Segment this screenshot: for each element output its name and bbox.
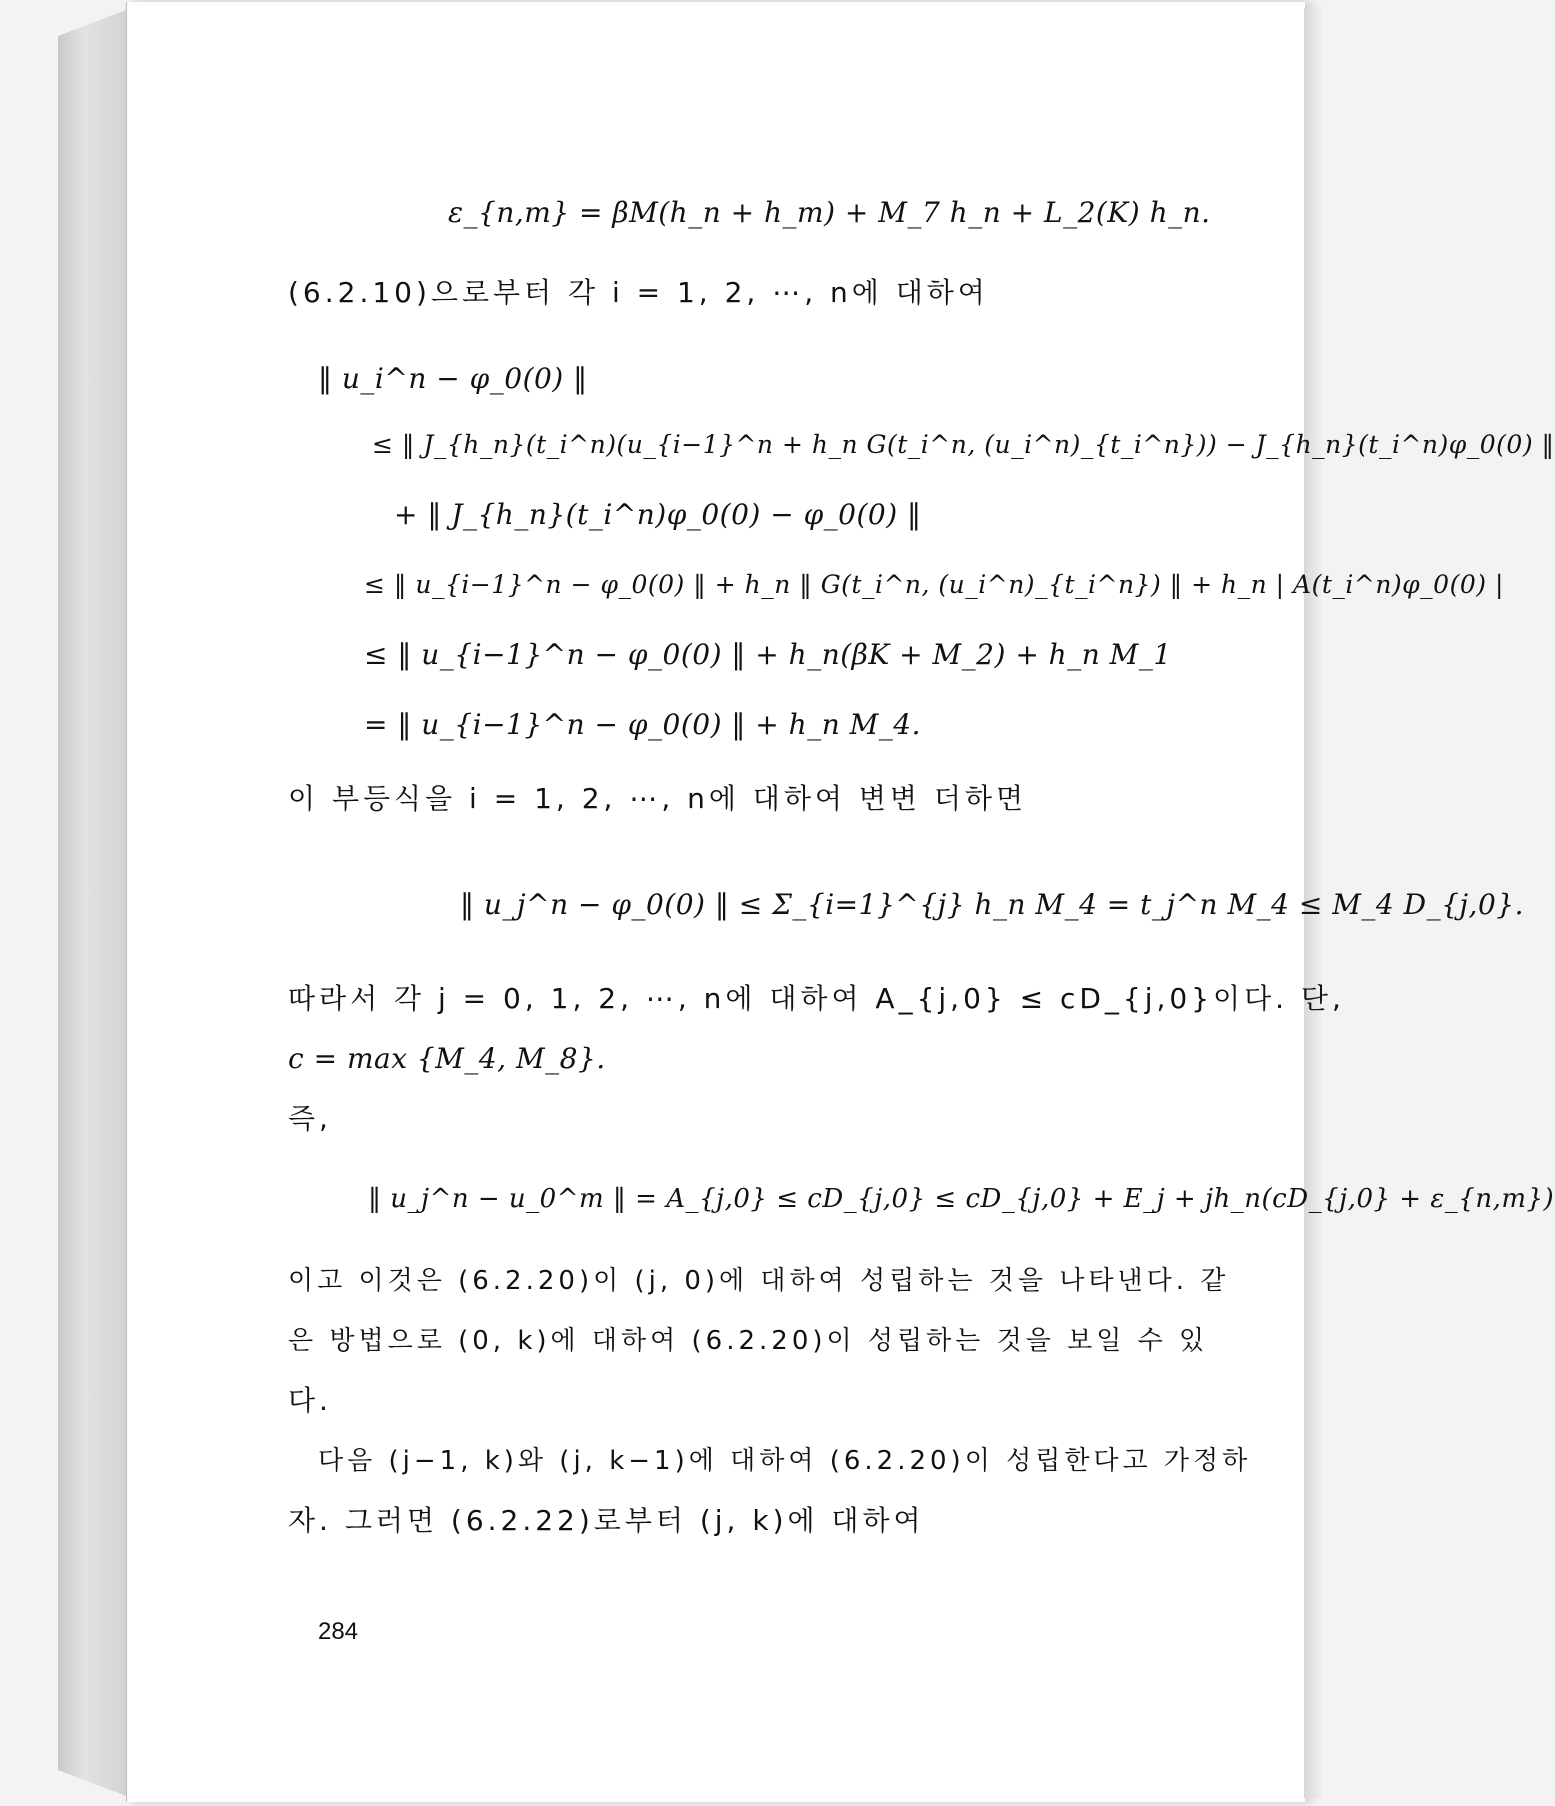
text-line-9: 다음 (j−1, k)와 (j, k−1)에 대하여 (6.2.20)이 성립한다고 가정하 — [318, 1446, 1252, 1476]
page-number: 284 — [318, 1618, 359, 1645]
text-line-1: (6.2.10)으로부터 각 i = 1, 2, ⋯, n에 대하여 — [288, 276, 989, 309]
equation-epsilon: ε_{n,m} = βM(h_n + h_m) + M_7 h_n + L_2(K) h_n. — [448, 196, 1211, 229]
text-line-7: 은 방법으로 (0, k)에 대하여 (6.2.20)이 성립하는 것을 보일 수 있 — [288, 1326, 1209, 1356]
equation-norm-start: ‖ u_i^n − φ_0(0) ‖ — [318, 362, 588, 395]
text-line-6: 이고 이것은 (6.2.20)이 (j, 0)에 대하여 성립하는 것을 나타낸다. 같 — [288, 1266, 1230, 1296]
equation-step-2: + ‖ J_{h_n}(t_i^n)φ_0(0) − φ_0(0) ‖ — [394, 498, 922, 531]
text-line-5: 즉, — [288, 1102, 332, 1135]
book-spine — [58, 10, 126, 1796]
text-line-4: c = max {M_4, M_8}. — [288, 1042, 606, 1075]
text-line-3: 따라서 각 j = 0, 1, 2, ⋯, n에 대하여 A_{j,0} ≤ cD_{j,0}이다. 단, — [288, 982, 1345, 1015]
equation-sum: ‖ u_j^n − φ_0(0) ‖ ≤ Σ_{i=1}^{j} h_n M_4 = t_j^n M_4 ≤ M_4 D_{j,0}. — [460, 888, 1524, 921]
text-line-10: 자. 그러면 (6.2.22)로부터 (j, k)에 대하여 — [288, 1504, 925, 1537]
text-line-8: 다. — [288, 1384, 332, 1417]
equation-step-1: ≤ ‖ J_{h_n}(t_i^n)(u_{i−1}^n + h_n G(t_i^n, (u_i^n)_{t_i^n})) − J_{h_n}(t_i^n)φ_0(0) ‖ — [372, 430, 1555, 459]
equation-step-4: ≤ ‖ u_{i−1}^n − φ_0(0) ‖ + h_n(βK + M_2) + h_n M_1 — [364, 638, 1172, 671]
text-line-2: 이 부등식을 i = 1, 2, ⋯, n에 대하여 변변 더하면 — [288, 782, 1027, 815]
equation-step-5: = ‖ u_{i−1}^n − φ_0(0) ‖ + h_n M_4. — [364, 708, 922, 741]
equation-final: ‖ u_j^n − u_0^m ‖ = A_{j,0} ≤ cD_{j,0} ≤ cD_{j,0} + E_j + jh_n(cD_{j,0} + ε_{n,m}) — [368, 1184, 1555, 1214]
equation-step-3: ≤ ‖ u_{i−1}^n − φ_0(0) ‖ + h_n ‖ G(t_i^n, (u_i^n)_{t_i^n}) ‖ + h_n | A(t_i^n)φ_0(0) | — [364, 570, 1504, 599]
